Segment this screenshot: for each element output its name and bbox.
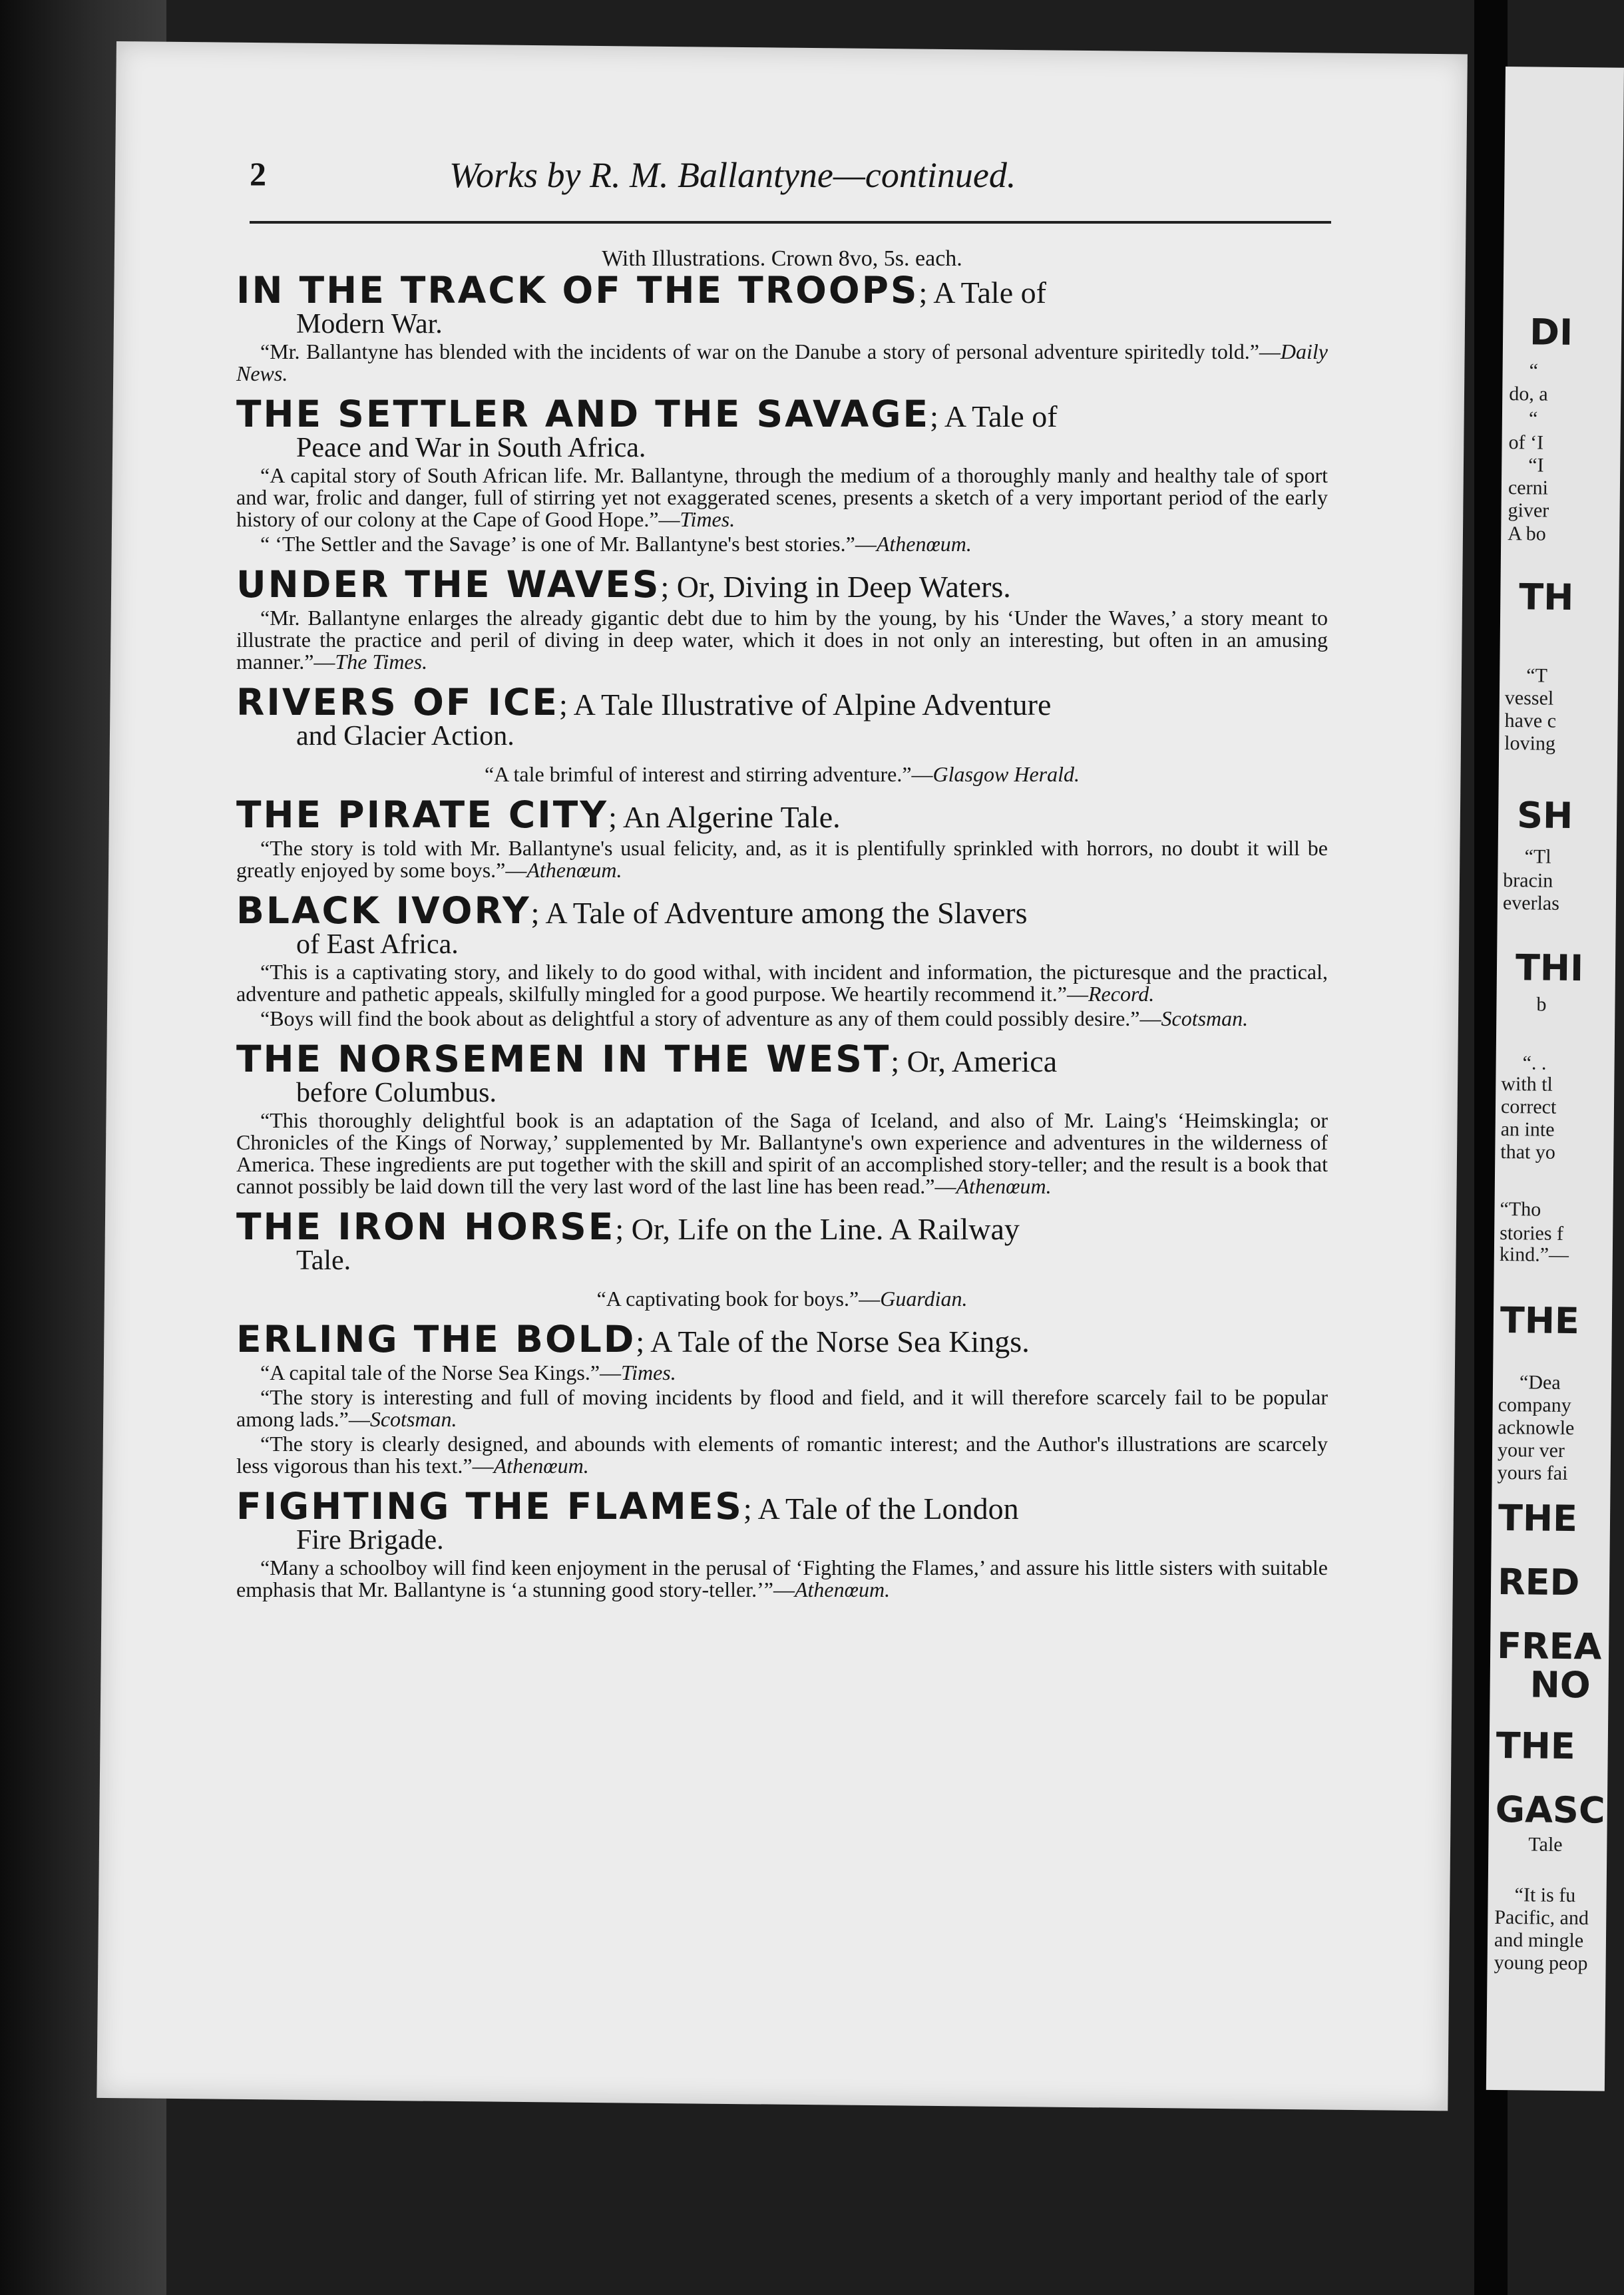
review-source: Athenœum.	[956, 1174, 1052, 1198]
facing-page-text: correct	[1500, 1096, 1557, 1118]
facing-page-text: FREA	[1496, 1624, 1602, 1668]
book-subtitle-continuation: Modern War.	[296, 309, 443, 339]
review-source: Athenœum.	[493, 1454, 589, 1478]
book-title: ERLING THE BOLD	[236, 1318, 636, 1360]
book-subtitle: ; Or, America	[891, 1044, 1058, 1078]
facing-page-text: THE	[1496, 1724, 1576, 1768]
facing-page-text: “Dea	[1519, 1371, 1561, 1394]
facing-page-text: bracin	[1503, 869, 1553, 892]
facing-page-text: b	[1536, 993, 1547, 1016]
review-source: Times.	[680, 507, 735, 531]
book-subtitle-continuation: and Glacier Action.	[296, 721, 514, 751]
facing-page-text: of ‘I	[1508, 431, 1544, 454]
book-title: FIGHTING THE FLAMES	[236, 1485, 743, 1528]
book-subtitle: ; A Tale of the Norse Sea Kings.	[636, 1325, 1030, 1358]
book-entry	[236, 1485, 1328, 1601]
entry-title-line	[236, 793, 1328, 836]
review-quote	[236, 763, 1328, 785]
book-title: UNDER THE WAVES	[236, 563, 661, 606]
facing-page-text: TH	[1519, 576, 1574, 619]
facing-page-text: young peop	[1494, 1951, 1588, 1975]
facing-page-text: yours fai	[1497, 1461, 1568, 1484]
entry-title-line	[236, 1485, 1328, 1556]
facing-page-text: “	[1528, 407, 1538, 430]
book-subtitle: ; A Tale of	[930, 399, 1058, 433]
book-entry	[236, 681, 1328, 786]
book-entry	[236, 269, 1328, 385]
facing-page-text: an inte	[1500, 1118, 1555, 1141]
review-text: “ ‘The Settler and the Savage’ is one of Mr. Ballantyne's best stories.”—	[260, 532, 877, 556]
facing-page-text: giver	[1508, 499, 1549, 522]
facing-page-fragment	[1486, 67, 1624, 2091]
entry-title-line	[236, 681, 1328, 751]
entry-title-line	[236, 889, 1328, 960]
facing-page-text: A bo	[1508, 522, 1546, 545]
review-source: Athenœum.	[526, 858, 622, 882]
facing-page-text: stories f	[1500, 1221, 1564, 1245]
review-source: Scotsman.	[369, 1407, 457, 1431]
book-subtitle: ; An Algerine Tale.	[608, 800, 841, 834]
review-source: Scotsman.	[1161, 1006, 1249, 1030]
book-subtitle: ; A Tale of the London	[743, 1492, 1019, 1526]
facing-page-text: have c	[1504, 710, 1557, 732]
facing-page-text: acknowle	[1498, 1416, 1575, 1440]
facing-page-text: that yo	[1500, 1141, 1556, 1163]
book-subtitle: ; A Tale of Adventure among the Slavers	[530, 896, 1028, 930]
review-source: Daily News.	[236, 339, 1328, 385]
review-text: “Many a schoolboy will find keen enjoyment in the perusal of ‘Fighting the Flames,’ and assure his little sisters with suitable emphasis that Mr. Ballantyne is ‘a stunning good story-teller.’”—	[236, 1556, 1328, 1601]
facing-page-text: THE	[1500, 1299, 1580, 1343]
review-source: Times.	[621, 1360, 676, 1384]
review-text: “A tale brimful of interest and stirring adventure.”—	[484, 762, 933, 786]
book-subtitle-continuation: Tale.	[296, 1245, 351, 1276]
book-subtitle: ; A Tale Illustrative of Alpine Adventure	[558, 688, 1052, 722]
review-quote	[236, 837, 1328, 881]
facing-page-text: RED	[1497, 1560, 1580, 1604]
facing-page-text: everlas	[1502, 892, 1560, 915]
review-text: “A capital story of South African life. Mr. Ballantyne, through the medium of a thoroughly manly and healthy tale of sport and war, frolic and danger, full of stirring yet not exaggerated scenes, presents a sketch of a very important period of the early history of our colony at the Cape of Good Hope.”—	[236, 463, 1328, 531]
entry-title-line	[236, 393, 1328, 463]
book-entry	[236, 1318, 1328, 1478]
review-quote	[236, 1557, 1328, 1601]
book-title: THE SETTLER AND THE SAVAGE	[236, 393, 930, 435]
entry-title-line	[236, 563, 1328, 606]
facing-page-text: “. .	[1522, 1052, 1547, 1074]
facing-page-text: cerni	[1508, 477, 1549, 499]
page-header	[250, 140, 1328, 213]
review-text: “The story is clearly designed, and abounds with elements of romantic interest; and the Author's illustrations are scarcely less vigorous than his text.”—	[236, 1432, 1328, 1478]
review-quote	[236, 1433, 1328, 1477]
review-quote	[236, 1110, 1328, 1197]
facing-page-text: “Tl	[1524, 845, 1551, 868]
book-subtitle-continuation: Fire Brigade.	[296, 1525, 444, 1556]
book-subtitle-continuation: Peace and War in South Africa.	[296, 433, 646, 463]
review-source: Athenœum.	[876, 532, 972, 556]
book-subtitle: ; Or, Diving in Deep Waters.	[660, 570, 1011, 604]
book-entry	[236, 889, 1328, 1030]
review-text: “The story is interesting and full of moving incidents by flood and field, and it will therefore scarcely fail to be popular among lads.”—	[236, 1385, 1328, 1431]
review-text: “Mr. Ballantyne has blended with the incidents of war on the Danube a story of personal adventure spiritedly told.”—	[260, 339, 1281, 363]
review-text: “A captivating book for boys.”—	[596, 1287, 881, 1311]
book-list	[236, 246, 1328, 1613]
facing-page-text: GASC	[1495, 1788, 1605, 1832]
facing-page-text: with tl	[1501, 1073, 1553, 1096]
review-quote	[236, 607, 1328, 673]
book-entry	[236, 1038, 1328, 1198]
facing-page-text: Pacific, and	[1494, 1906, 1589, 1930]
book-title: RIVERS OF ICE	[236, 681, 559, 724]
review-text: “Boys will find the book about as delightful a story of adventure as any of them could possibly desire.”—	[260, 1006, 1161, 1030]
facing-page-text: THI	[1515, 946, 1584, 990]
book-subtitle: ; Or, Life on the Line. A Railway	[615, 1212, 1020, 1246]
review-text: “A capital tale of the Norse Sea Kings.”—	[260, 1360, 622, 1384]
review-quote	[236, 1386, 1328, 1430]
facing-page-text: SH	[1516, 794, 1573, 837]
review-quote	[236, 1362, 1328, 1384]
review-text: “The story is told with Mr. Ballantyne's usual felicity, and, as it is plentifully sprinkled with horrors, no doubt it will be greatly enjoyed by some boys.”—	[236, 836, 1328, 882]
facing-page-text: do, a	[1509, 383, 1548, 405]
review-quote	[236, 1288, 1328, 1310]
facing-page-text: “I	[1528, 454, 1544, 477]
facing-page-text: Tale	[1528, 1833, 1563, 1856]
book-entry	[236, 1205, 1328, 1311]
review-source: Glasgow Herald.	[932, 762, 1080, 786]
review-source: Guardian.	[880, 1287, 968, 1311]
review-source: Record.	[1088, 982, 1155, 1006]
header-rule	[250, 221, 1331, 224]
book-entry	[236, 793, 1328, 882]
entry-title-line	[236, 1205, 1328, 1276]
facing-page-text: THE	[1498, 1496, 1578, 1540]
format-note: With Illustrations. Crown 8vo, 5s. each.	[602, 246, 962, 271]
review-quote	[236, 341, 1328, 385]
facing-page-text: NO	[1529, 1663, 1591, 1707]
book-entry	[236, 563, 1328, 674]
book-title: THE IRON HORSE	[236, 1205, 616, 1248]
facing-page-text: and mingle	[1494, 1928, 1584, 1952]
review-source: Athenœum.	[794, 1577, 891, 1601]
facing-page-text: vessel	[1504, 687, 1554, 710]
review-quote	[236, 465, 1328, 530]
book-subtitle-continuation: of East Africa.	[296, 929, 459, 960]
book-title: BLACK IVORY	[236, 889, 531, 932]
facing-page-text: DI	[1529, 311, 1573, 353]
facing-page-text: kind.”—	[1499, 1243, 1569, 1266]
review-quote	[236, 533, 1328, 555]
book-title: IN THE TRACK OF THE TROOPS	[236, 269, 919, 312]
running-title: Works by R. M. Ballantyne—continued.	[449, 155, 1016, 195]
facing-page-text: your ver	[1497, 1438, 1565, 1462]
page-number: 2	[250, 155, 266, 192]
book-subtitle: ; A Tale of	[918, 276, 1046, 310]
facing-page-text: “T	[1526, 664, 1548, 687]
review-quote	[236, 1008, 1328, 1030]
book-entry	[236, 393, 1328, 556]
review-text: “This thoroughly delightful book is an adaptation of the Saga of Iceland, and also of Mr. Laing's ‘Heimskingla; or Chronicles of the Kings of Norway,’ supplemented by Mr. Ballantyne's own experience and adventures in the wilderness of America. These ingredients are put together with the skill and spirit of an accomplished story-teller; and the result is a book that cannot possibly be laid down till the very last word of the last line has been read.”—	[236, 1108, 1328, 1198]
book-title: THE NORSEMEN IN THE WEST	[236, 1038, 891, 1080]
entry-title-line	[236, 1038, 1328, 1108]
review-text: “Mr. Ballantyne enlarges the already gigantic debt due to him by the young, by his ‘Under the Waves,’ a story meant to illustrate the practice and peril of diving in deep water, which it does in not only an interesting, but often in an amusing manner.”—	[236, 606, 1328, 674]
review-text: “This is a captivating story, and likely to do good withal, with incident and information, the picturesque and the practical, adventure and pathetic appeals, skilfully mingled for a good purpose. We heartily recommend it.”—	[236, 960, 1328, 1006]
entry-title-line	[236, 269, 1328, 339]
book-title: THE PIRATE CITY	[236, 793, 609, 836]
facing-page-text: company	[1498, 1393, 1571, 1417]
facing-page-text: “	[1529, 359, 1539, 382]
book-subtitle-continuation: before Columbus.	[296, 1078, 497, 1108]
review-source: The Times.	[335, 650, 428, 674]
facing-page-text: loving	[1504, 732, 1556, 755]
entry-title-line	[236, 1318, 1328, 1360]
facing-page-text: “Tho	[1500, 1197, 1541, 1221]
facing-page-text: “It is fu	[1514, 1884, 1576, 1907]
review-quote	[236, 961, 1328, 1005]
